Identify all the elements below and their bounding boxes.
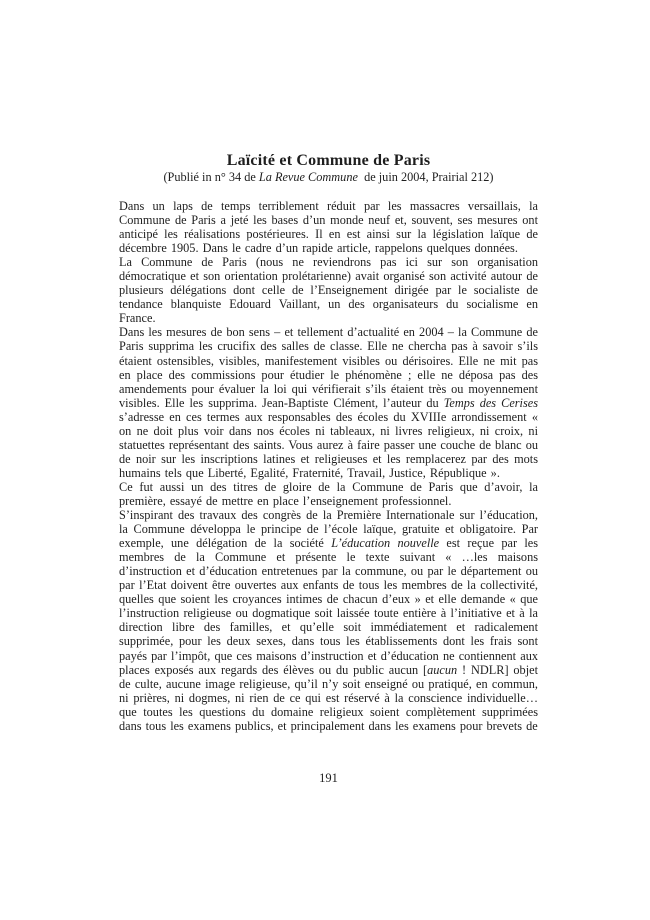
paragraph [119, 255, 538, 325]
text-run: est reçue par les membres de la Commune et présente le texte suivant « …les maisons d’instruction et d’éducation entretenues par la commune, ou par le département ou par l’Etat doivent être ouvertes aux enfants de tous les membres de la collectivité, quelles que soient les croyances intimes de chacun d’eux » et elle demande « que l’instruction religieuse ou dogmatique soit laissée toute entière à l’initiative et à la direction libre des familles, et qu’elle soit immédiatement et radicalement supprimée, pour les deux sexes, dans tous les établissements dont les frais sont payés par l’impôt, que ces maisons d’instruction et d’éducation ne contiennent aux places exposés aux regards des élèves ou du public aucun [ [119, 536, 539, 677]
italic-text-run: aucun [427, 662, 458, 677]
text-run: Ce fut aussi un des titres de gloire de la Commune de Paris que d’avoir, la première, essayé de mettre en place l’enseignement professionnel. [119, 479, 538, 508]
paragraph [119, 199, 538, 255]
italic-text-run: La Revue Commune [258, 170, 358, 184]
paragraph [119, 480, 538, 508]
text-run: S’inspirant des travaux des congrès de la Première Internationale sur l’éducation, la Commune développa le principe de l’école laïque, gratuite et obligatoire. Par exemple, une délégation de la société [119, 508, 538, 551]
document-body [119, 199, 538, 733]
paragraph [119, 325, 538, 480]
text-run: de juin 2004, Prairial 212) [357, 170, 494, 184]
document-subtitle [119, 170, 538, 185]
italic-text-run: L’éducation nouvelle [331, 536, 440, 551]
text-run: s’adresse en ces termes aux responsables des écoles du XVIIIe arrondissement « on ne doit plus voir dans nos écoles ni tableaux, ni livres religieux, ni croix, ni statuettes représentant des saints. Vous aurez à faire passer une couche de blanc ou de noir sur les inscriptions latines et religieuses et les remplacerez par des mots humains tels que Liberté, Egalité, Fraternité, Travail, Justice, République ». [119, 409, 538, 480]
italic-text-run: Temps des Cerises [443, 395, 539, 410]
text-run: ! NDLR] objet de culte, aucune image religieuse, qu’il n’y soit enseigné ou pratiqué, en commun, ni prières, ni dogmes, ni rien de ce qui est réservé à la conscience individuelle…que toutes les questions du domaine religieux soient complètement supprimées dans tous les examens publics, et principalement dans les examens pour brevets de [119, 662, 538, 733]
document-title: Laïcité et Commune de Paris [226, 152, 431, 169]
text-run: La Commune de Paris (nous ne reviendrons pas ici sur son organisation démocratique et son orientation prolétarienne) avait organisé son activité autour de plusieurs délégations dont celle de l’Enseignement dirigée par le socialiste de tendance blanquiste Edouard Vaillant, un des organisateurs du socialisme en France. [119, 255, 538, 326]
page-number: 191 [319, 771, 338, 785]
text-column [119, 151, 538, 733]
text-run: Dans un laps de temps terriblement réduit par les massacres versaillais, la Commune de Paris a jeté les bases d’un monde neuf et, souvent, ses mesures ont anticipé les réalisations postérieures. Il en est ainsi sur la législation laïque de décembre 1905. Dans le cadre d’un rapide article, rappelons quelques données. [119, 199, 538, 256]
text-run: (Publié in n° 34 de [163, 170, 259, 184]
paragraph [119, 508, 538, 733]
text-run: Dans les mesures de bon sens – et tellement d’actualité en 2004 – la Commune de Paris supprima les crucifix des salles de classe. Elle ne chercha pas à savoir s’ils étaient ostensibles, visibles, manifestement visibles ou dérisoires. Elle ne mit pas en place des commissions pour étudier le phénomène ; elle ne déposa pas des amendements pour évaluer la loi qui vérifierait s’ils étaient très ou moyennement visibles. Elle les supprima. Jean-Baptiste Clément, l’auteur du [119, 325, 538, 410]
